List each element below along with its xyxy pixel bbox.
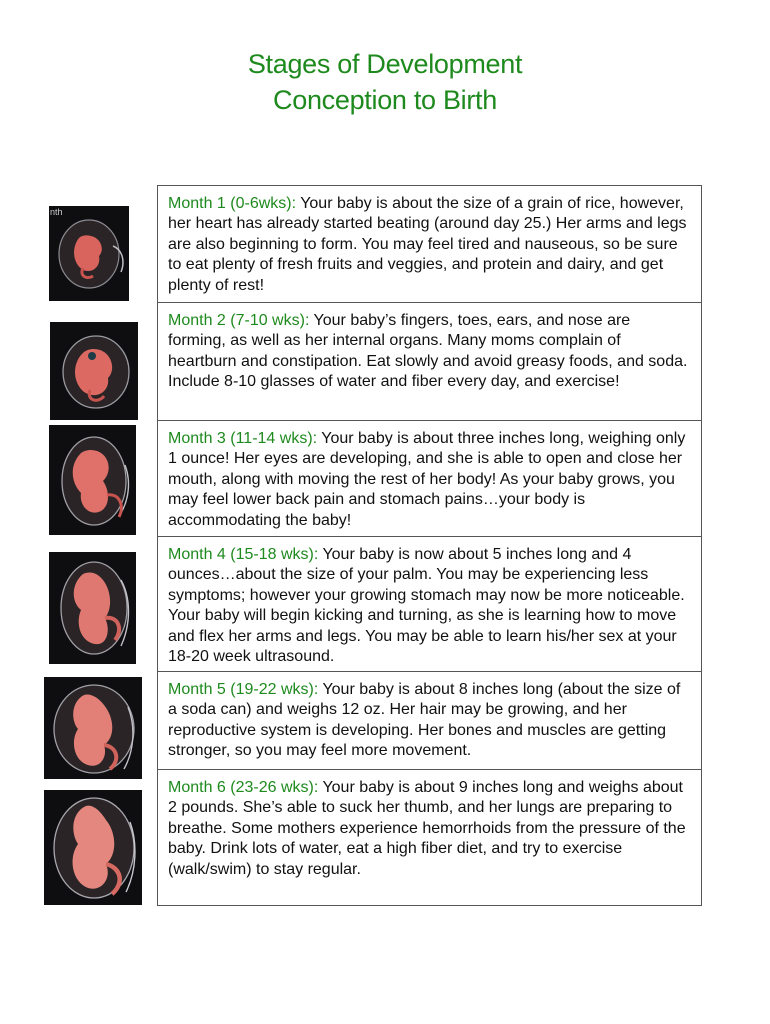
month-5-text: Your baby is about 8 inches long (about the size of a soda can) and weighs 12 oz. Her hair may be growing, and her reproductive system is developing. Her bones and muscles are getting stronger, so you may feel more movement. [168,681,681,760]
development-table [157,185,702,906]
month-1-row [158,186,701,302]
month-5-row [158,671,701,769]
month-5-label: Month 5 (19-22 wks): [168,681,319,698]
month-4-description [168,545,691,667]
month-6-row [158,769,701,905]
title-line-2: Conception to Birth [273,85,497,115]
month-2-description [168,311,691,393]
month-4-label: Month 4 (15-18 wks): [168,546,319,563]
fetus-month-2-image [50,322,138,420]
month-3-label: Month 3 (11-14 wks): [168,430,318,447]
month-2-label: Month 2 (7-10 wks): [168,312,310,329]
month-4-row [158,536,701,671]
month-1-description [168,194,691,296]
month-1-label: Month 1 (0-6wks): [168,195,297,212]
fetus-month-3-image [49,425,136,535]
month-1-text: Your baby is about the size of a grain of rice, however, her heart has already started beating (around day 25.) Her arms and legs are also beginning to form. You may feel tired and nauseous, so be sure to eat plenty of fresh fruits and veggies, and protein and dairy, and get plenty of rest! [168,195,687,294]
month-2-text: Your baby’s fingers, toes, ears, and nose are forming, as well as her internal organs. Many moms complain of heartburn and constipation. Eat slowly and avoid greasy foods, and soda. Include 8-10 glasses of water and fiber every day, and exercise! [168,312,688,391]
image-caption: nth [50,207,63,217]
fetus-month-4-image [49,552,136,664]
month-6-text: Your baby is about 9 inches long and weighs about 2 pounds. She’s able to suck her thumb, and her lungs are preparing to breathe. Some mothers experience hemorrhoids from the pressure of the baby. Drink lots of water, eat a high fiber diet, and try to exercise (walk/swim) to stay regular. [168,779,686,878]
month-6-label: Month 6 (23-26 wks): [168,779,319,796]
month-3-row [158,420,701,536]
month-6-description [168,778,691,880]
page-title [0,46,770,118]
month-3-text: Your baby is about three inches long, weighing only 1 ounce! Her eyes are developing, and she is able to open and close her mouth, along with moving the rest of her body! As your baby grows, you may feel lower back pain and stomach pains…your body is accommodating the baby! [168,430,686,529]
month-3-description [168,429,691,531]
fetus-month-5-image [44,677,142,779]
month-5-description [168,680,691,762]
month-2-row [158,302,701,420]
month-4-text: Your baby is now about 5 inches long and 4 ounces…about the size of your palm. You may be experiencing less symptoms; however your growing stomach may now be more noticeable. Your baby will begin kicking and turning, as she is learning how to move and flex her arms and legs. You may be able to learn his/her sex at your 18-20 week ultrasound. [168,546,685,666]
title-line-1: Stages of Development [247,49,523,79]
fetus-month-1-image [49,206,129,301]
fetus-month-6-image [44,790,142,905]
